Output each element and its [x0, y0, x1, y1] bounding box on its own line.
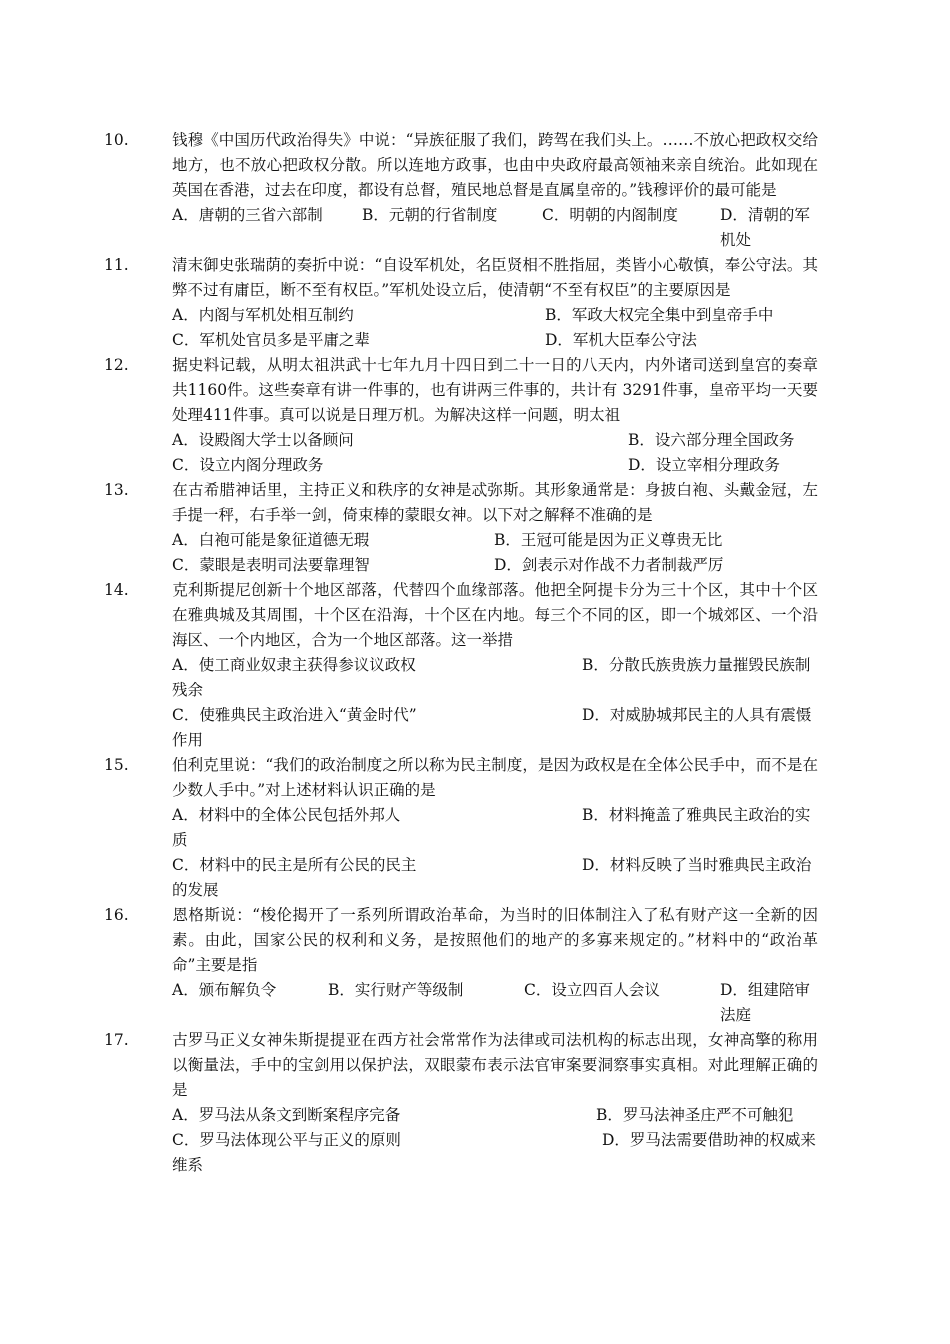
option-a[interactable]: A．白袍可能是象征道德无瑕: [172, 531, 370, 549]
option-d[interactable]: D．组建陪审法庭: [720, 981, 810, 1024]
option-b[interactable]: B．元朝的行省制度: [362, 206, 498, 224]
question-16: [104, 903, 818, 1028]
question-stem: 清末御史张瑞荫的奏折中说：“自设军机处，名臣贤相不胜指屈，类皆小心敬慎，奉公守法。其弊不过有庸臣，断不至有权臣。”军机处设立后，使清朝“不至有权臣”的主要原因是: [172, 256, 818, 299]
option-c[interactable]: C．蒙眼是表明司法要靠理智: [172, 556, 370, 574]
option-c[interactable]: C．军机处官员多是平庸之辈: [172, 331, 370, 349]
option-b[interactable]: B．军政大权完全集中到皇帝手中: [545, 306, 774, 324]
option-b[interactable]: B．设六部分理全国政务: [628, 431, 795, 449]
options: [138, 528, 818, 578]
options: [138, 203, 818, 253]
question-12: [104, 353, 818, 478]
question-stem: 古罗马正义女神朱斯提提亚在西方社会常常作为法律或司法机构的标志出现，女神高擎的称用以衡量法，手中的宝剑用以保护法，双眼蒙布表示法官审案要洞察事实真相。对此理解正确的是: [172, 1031, 818, 1099]
question-14: [104, 578, 818, 753]
options: [138, 428, 818, 478]
option-b[interactable]: B．实行财产等级制: [328, 981, 464, 999]
option-d[interactable]: D．罗马法需要借助神的权威来维系: [172, 1131, 816, 1174]
option-c[interactable]: C．材料中的民主是所有公民的民主: [172, 856, 417, 874]
option-d[interactable]: D．设立宰相分理政务: [628, 456, 780, 474]
option-b[interactable]: B．罗马法神圣庄严不可触犯: [596, 1106, 794, 1124]
option-a[interactable]: A．唐朝的三省六部制: [172, 206, 323, 224]
option-c[interactable]: C．明朝的内阁制度: [542, 206, 678, 224]
option-a[interactable]: A．罗马法从条文到断案程序完备: [172, 1106, 401, 1124]
question-stem: 钱穆《中国历代政治得失》中说：“异族征服了我们，跨驾在我们头上。……不放心把政权交给地方，也不放心把政权分散。所以连地方政事，也由中央政府最高领袖来亲自统治。此如现在英国在香港，过去在印度，都设有总督，殖民地总督是直属皇帝的。”钱穆评价的最可能是: [172, 131, 818, 199]
question-stem: 据史料记载，从明太祖洪武十七年九月十四日到二十一日的八天内，内外诸司送到皇宫的奏章共1160件。这些奏章有讲一件事的，也有讲两三件事的，共计有 3291件事，皇帝平均一天要处理411件事。真可以说是日理万机。为解决这样一问题，明太祖: [172, 356, 818, 424]
option-d[interactable]: D．对威胁城邦民主的人具有震慑作用: [172, 706, 812, 749]
options: [138, 978, 818, 1028]
question-number: 15.: [104, 756, 129, 774]
option-b[interactable]: B．王冠可能是因为正义尊贵无比: [494, 531, 723, 549]
options: [138, 653, 818, 753]
question-number: 16.: [104, 906, 129, 924]
option-a[interactable]: A．设殿阁大学士以备顾问: [172, 431, 354, 449]
question-stem: 伯利克里说：“我们的政治制度之所以称为民主制度，是因为政权是在全体公民手中，而不是在少数人手中。”对上述材料认识正确的是: [172, 756, 818, 799]
question-13: [104, 478, 818, 578]
option-c[interactable]: C．罗马法体现公平与正义的原则: [172, 1131, 401, 1149]
question-stem: 恩格斯说：“梭伦揭开了一系列所谓政治革命，为当时的旧体制注入了私有财产这一全新的因素。由此，国家公民的权利和义务，是按照他们的地产的多寡来规定的。”材料中的“政治革命”主要是指: [172, 906, 818, 974]
options: [138, 803, 818, 903]
option-d[interactable]: D．军机大臣奉公守法: [545, 331, 697, 349]
question-number: 12.: [104, 356, 129, 374]
option-c[interactable]: C．使雅典民主政治进入“黄金时代”: [172, 706, 417, 724]
question-stem: 克利斯提尼创新十个地区部落，代替四个血缘部落。他把全阿提卡分为三十个区，其中十个区在雅典城及其周围，十个区在沿海，十个区在内地。每三个不同的区，即一个城郊区、一个沿海区、一个内地区，合为一个地区部落。这一举措: [172, 581, 818, 649]
option-b[interactable]: B．材料掩盖了雅典民主政治的实质: [172, 806, 811, 849]
options: [138, 303, 818, 353]
question-number: 11.: [104, 256, 129, 274]
option-a[interactable]: A．颁布解负令: [172, 981, 277, 999]
option-a[interactable]: A．材料中的全体公民包括外邦人: [172, 806, 401, 824]
question-10: [104, 128, 818, 253]
option-d[interactable]: D．清朝的军机处: [720, 206, 810, 249]
question-number: 13.: [104, 481, 129, 499]
question-number: 14.: [104, 581, 129, 599]
option-a[interactable]: A．使工商业奴隶主获得参议议政权: [172, 656, 416, 674]
question-15: [104, 753, 818, 903]
options: [138, 1103, 818, 1178]
question-17: [104, 1028, 818, 1178]
option-d[interactable]: D．材料反映了当时雅典民主政治的发展: [172, 856, 812, 899]
question-11: [104, 253, 818, 353]
option-c[interactable]: C．设立四百人会议: [524, 981, 660, 999]
option-a[interactable]: A．内阁与军机处相互制约: [172, 306, 354, 324]
question-number: 17.: [104, 1031, 129, 1049]
question-number: 10.: [104, 131, 129, 149]
exam-page: [0, 128, 950, 1178]
question-stem: 在古希腊神话里，主持正义和秩序的女神是忒弥斯。其形象通常是：身披白袍、头戴金冠，左手提一秤，右手举一剑，倚束棒的蒙眼女神。以下对之解释不准确的是: [172, 481, 818, 524]
option-c[interactable]: C．设立内阁分理政务: [172, 456, 324, 474]
option-d[interactable]: D．剑表示对作战不力者制裁严厉: [494, 556, 724, 574]
option-b[interactable]: B．分散氏族贵族力量摧毁民族制残余: [172, 656, 811, 699]
